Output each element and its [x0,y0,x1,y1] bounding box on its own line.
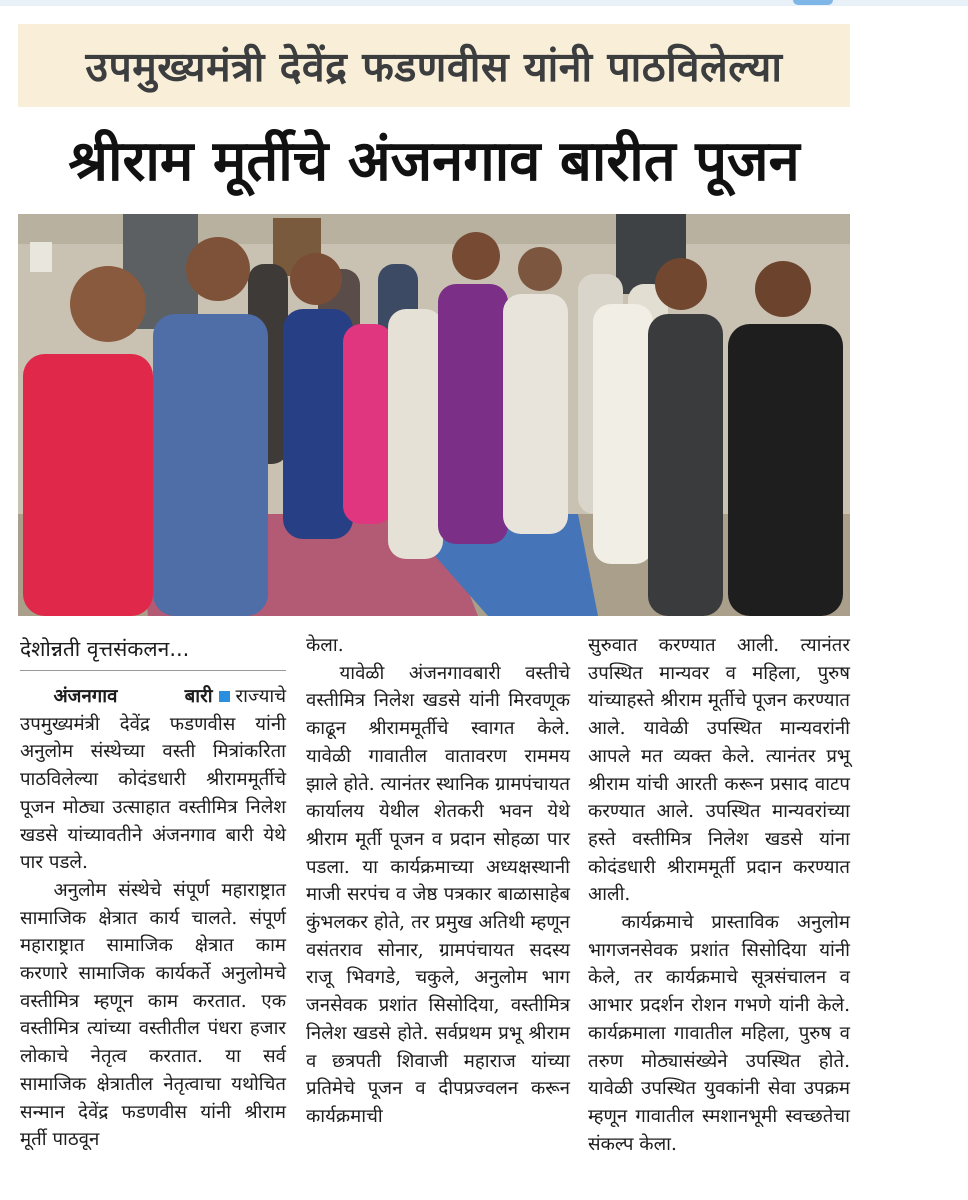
article-column-2 [306,632,570,1131]
headline-title: श्रीराम मूर्तीचे अंजनगाव बारीत पूजन [68,129,800,194]
article-dateline: अंजनगाव बारी [53,686,213,707]
article-paragraph-text: राज्याचे उपमुख्यमंत्री देवेंद्र फडणवीस यांनी अनुलोम संस्थेच्या वस्ती मित्रांकरिता पाठविलेल्या कोदंडधारी श्रीराममूर्तीचे पूजन मोठ्या उत्साहात वस्तीमित्र निलेश खडसे यांच्यावतीने अंजनगाव बारी येथे पार पडले. [20,686,286,874]
article-paragraph: केला. [306,635,344,656]
article-paragraph: यावेळी अंजनगावबारी वस्तीचे वस्तीमित्र निलेश खडसे यांनी मिरवणूक काढून श्रीराममूर्तीचे स्वागत केले. यावेळी गावातील वातावरण राममय झाले होते. त्यानंतर स्थानिक ग्रामपंचायत कार्यालय येथील शेतकरी भवन येथे श्रीराम मूर्ती पूजन व प्रदान सोहळा पार पडला. या कार्यक्रमाच्या अध्यक्षस्थानी माजी सरपंच व जेष्ठ पत्रकार बाळासाहेब कुंभलकर होते, तर प्रमुख अतिथी म्हणून वसंतराव सोनार, ग्रामपंचायत सदस्य राजू भिवगडे, चकुले, अनुलोम भाग जनसेवक प्रशांत सिसोदिया, वस्तीमित्र निलेश खडसे होते. सर्वप्रथम प्रभू श्रीराम व छत्रपती शिवाजी महाराज यांच्या प्रतिमेचे पूजन व दीपप्रज्वलन करून कार्यक्रमाची [306,662,570,1127]
headline-main-band [18,118,850,200]
news-photo [18,214,850,616]
headline-kicker-band [18,24,850,107]
top-scroll-strip [0,0,968,6]
article-paragraph: सुरुवात करण्यात आली. त्यानंतर उपस्थित मान्यवर व महिला, पुरुष यांच्याहस्ते श्रीराम मूर्तीचे पूजन करण्यात आले. यावेळी उपस्थित मान्यवरांनी आपले मत व्यक्त केले. त्यानंतर प्रभू श्रीराम यांची आरती करून प्रसाद वाटप करण्यात आले. उपस्थित मान्यवरांच्या हस्ते वस्तीमित्र निलेश खडसे यांना कोदंडधारी श्रीराममूर्ती प्रदान करण्यात आली. [588,635,850,906]
article-column-3 [588,632,850,1158]
headline-kicker: उपमुख्यमंत्री देवेंद्र फडणवीस यांनी पाठविलेल्या [85,42,783,91]
scroll-indicator [793,0,833,5]
article-paragraph: कार्यक्रमाचे प्रास्ताविक अनुलोम भागजनसेवक प्रशांत सिसोदिया यांनी केले, तर कार्यक्रमाचे सूत्रसंचालन व आभार प्रदर्शन रोशन गभणे यांनी केले. कार्यक्रमाला गावातील महिला, पुरुष व तरुण मोठ्यासंख्येने उपस्थित होते. यावेळी उपस्थित युवकांनी सेवा उपक्रम म्हणून गावातील स्मशानभूमी स्वच्छतेचा संकल्प केला. [588,912,850,1155]
article-column-1 [20,632,286,1154]
article-paragraph [20,683,286,877]
article-paragraph: अनुलोम संस्थेचे संपूर्ण महाराष्ट्रात सामाजिक क्षेत्रात कार्य चालते. संपूर्ण महाराष्ट्रात सामाजिक क्षेत्रात काम करणारे सामाजिक कार्यकर्ते अनुलोमचे वस्तीमित्र म्हणून काम करतात. एक वस्तीमित्र त्यांच्या वस्तीतील पंधरा हजार लोकाचे नेतृत्व करतात. या सर्व सामाजिक क्षेत्रातील नेतृत्वाचा यथोचित सन्मान देवेंद्र फडणवीस यांनी श्रीराम मूर्ती पाठवून [20,879,286,1151]
square-bullet-icon [219,691,230,702]
article-byline: देशोन्नती वृत्तसंकलन... [20,632,286,671]
